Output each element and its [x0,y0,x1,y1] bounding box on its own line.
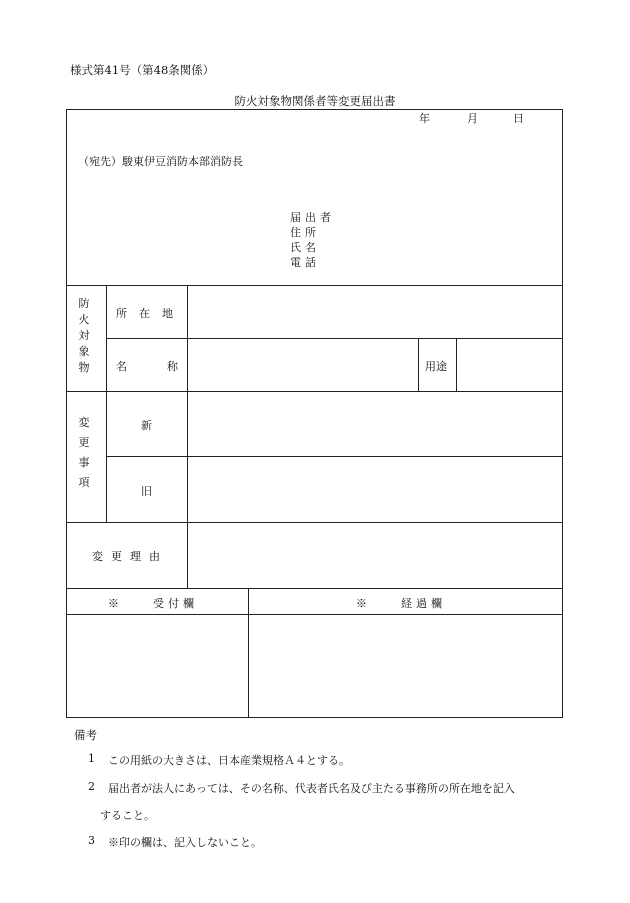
old-label: 旧 [141,485,152,498]
addressee: （宛先）駿東伊豆消防本部消防長 [78,155,243,168]
rule-office-split [248,588,249,718]
reception-column-label: ※ 受付欄 [108,597,198,610]
document-title: 防火対象物関係者等変更届出書 [234,94,396,108]
reason-label: 変更理由 [92,550,168,563]
date-year-label: 年 [419,112,430,125]
submitter-block [290,210,335,270]
notes-title: 備考 [74,728,97,742]
date-month-label: 月 [467,112,478,125]
rule-location-bottom [106,338,563,339]
form-table [66,109,563,718]
submitter-label: 届出者 [290,211,335,224]
note-2-continuation: すること。 [100,809,155,822]
new-label: 新 [141,419,152,432]
progress-column-label: ※ 経過欄 [356,597,446,610]
property-group-label: 防火対象物 [78,297,90,374]
rule-reason-bottom [66,588,563,589]
note-3-number: 3 [88,834,95,847]
note-3-text: ※印の欄は、記入しないこと。 [108,836,262,849]
form-number: 様式第41号（第48条関係） [70,63,215,77]
rule-use-right [456,338,457,391]
note-1-text: この用紙の大きさは、日本産業規格Ａ４とする。 [108,754,350,767]
rule-property-bottom [66,391,563,392]
submitter-phone-label: 電話 [290,256,320,269]
location-label: 所在地 [116,307,185,320]
submitter-name-label: 氏名 [290,241,320,254]
rule-new-bottom [106,456,563,457]
submitter-address-label: 住所 [290,226,320,239]
note-1-number: 1 [88,752,95,765]
rule-label-col [187,285,188,588]
change-group-label: 変更事項 [78,416,90,489]
rule-office-header-bottom [66,614,563,615]
note-2-number: 2 [88,780,95,793]
rule-change-bottom [66,522,563,523]
note-2-text: 届出者が法人にあっては、その名称、代表者氏名及び主たる事務所の所在地を記入 [108,782,515,795]
rule-header-bottom [66,285,563,286]
name-label: 名称 [116,360,218,373]
use-label: 用途 [425,360,447,373]
rule-use-left [418,338,419,391]
date-day-label: 日 [513,112,524,125]
rule-group-col [106,285,107,522]
